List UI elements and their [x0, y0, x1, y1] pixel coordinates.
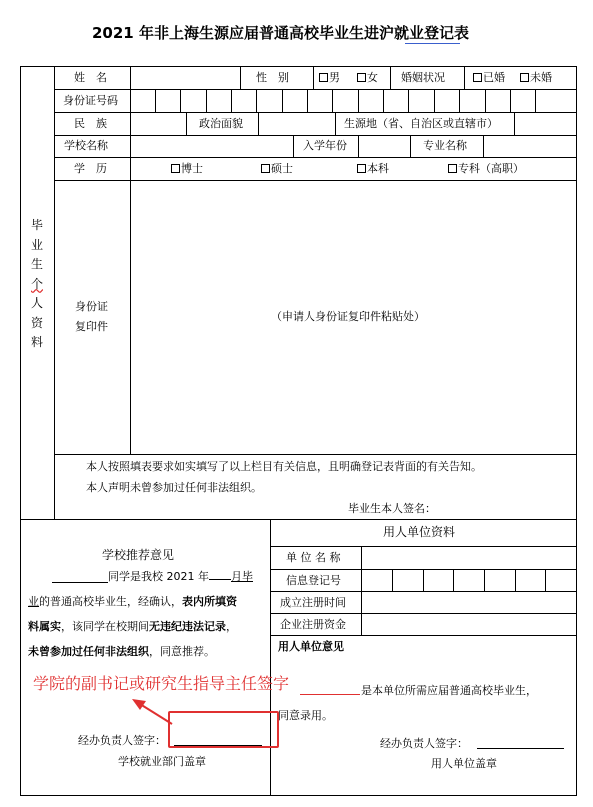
checkbox-icon[interactable] [171, 164, 180, 173]
annotation-underline [300, 694, 360, 695]
employer-heading: 用人单位资料 [383, 525, 456, 539]
side-char-7: 料 [30, 335, 43, 349]
side-char-3: 生 [30, 257, 43, 271]
id-copy-label-line2: 复印件 [75, 320, 108, 333]
school-line3: 料属实，该同学在校期间无违纪违法记录， [28, 620, 237, 633]
red-annotation: 学院的副书记或研究生指导主任签字 [33, 674, 290, 693]
edu-master-option[interactable]: 硕士 [261, 162, 293, 175]
reg-time-label: 成立注册时间 [280, 596, 346, 609]
school-signer-line[interactable] [174, 745, 262, 746]
checkbox-icon[interactable] [357, 73, 366, 82]
title-underline [405, 43, 460, 44]
school-signer-label: 经办负责人签字： [78, 734, 166, 747]
marital-married-option[interactable]: 已婚 [473, 71, 505, 84]
checkbox-icon[interactable] [448, 164, 457, 173]
side-char-5: 人 [30, 296, 43, 310]
declaration-line1: 本人按照填表要求如实填写了以上栏目有关信息，且明确登记表背面的有关告知。 [86, 460, 482, 473]
enroll-year-label: 入学年份 [303, 139, 347, 152]
education-label: 学 历 [74, 162, 107, 175]
id-copy-label-line1: 身份证 [75, 300, 108, 313]
employer-opinion-heading: 用人单位意见 [278, 640, 344, 653]
side-char-1: 毕 [30, 218, 43, 232]
checkbox-icon[interactable] [473, 73, 482, 82]
side-char-4: 个 [30, 276, 43, 291]
graduate-signature-label: 毕业生本人签名： [348, 502, 436, 515]
blank-student-name[interactable] [52, 582, 108, 583]
reg-number-label: 信息登记号 [286, 574, 341, 587]
checkbox-icon[interactable] [520, 73, 529, 82]
side-char-2: 业 [30, 237, 43, 252]
name-label: 姓 名 [74, 71, 107, 84]
major-label: 专业名称 [423, 139, 467, 152]
signature-highlight-box [168, 711, 279, 748]
form-title: 2021 年非上海生源应届普通高校毕业生进沪就业登记表 [92, 24, 469, 42]
origin-label: 生源地（省、自治区或直辖市） [344, 117, 498, 130]
marital-label: 婚姻状况 [401, 71, 445, 84]
edu-bachelor-option[interactable]: 本科 [357, 162, 389, 175]
employer-opinion-line1: 是本单位所需应届普通高校毕业生， [361, 684, 537, 697]
unit-name-label: 单 位 名 称 [286, 551, 341, 564]
marital-single-option[interactable]: 未婚 [520, 71, 552, 84]
employer-signer-label: 经办负责人签字： [380, 737, 468, 750]
capital-label: 企业注册资金 [280, 618, 346, 631]
side-char-6: 资 [30, 315, 43, 330]
gender-male-option[interactable]: 男 [319, 71, 340, 84]
edu-phd-option[interactable]: 博士 [171, 162, 203, 175]
school-line1: 同学是我校 2021 年 月毕 [108, 570, 253, 583]
id-number-label: 身份证号码 [63, 94, 118, 107]
id-copy-paste-area[interactable]: （申请人身份证复印件粘贴处） [271, 310, 425, 323]
school-name-label: 学校名称 [64, 139, 108, 152]
school-line2: 业的普通高校毕业生，经确认，表内所填资 [28, 595, 237, 608]
checkbox-icon[interactable] [357, 164, 366, 173]
side-label [29, 216, 45, 353]
checkbox-icon[interactable] [261, 164, 270, 173]
checkbox-icon[interactable] [319, 73, 328, 82]
gender-female-option[interactable]: 女 [357, 71, 378, 84]
school-line4: 未曾参加过任何非法组织，同意推荐。 [28, 645, 215, 658]
employer-opinion-line2: 同意录用。 [278, 709, 333, 722]
employer-signer-line[interactable] [477, 748, 564, 749]
ethnicity-label: 民 族 [74, 117, 107, 130]
school-seal-label: 学校就业部门盖章 [118, 755, 206, 768]
gender-label: 性 别 [256, 71, 289, 84]
employer-seal-label: 用人单位盖章 [431, 757, 497, 770]
edu-college-option[interactable]: 专科（高职） [448, 162, 524, 175]
school-heading: 学校推荐意见 [102, 548, 175, 562]
political-label: 政治面貌 [199, 117, 243, 130]
declaration-line2: 本人声明未曾参加过任何非法组织。 [86, 481, 262, 494]
